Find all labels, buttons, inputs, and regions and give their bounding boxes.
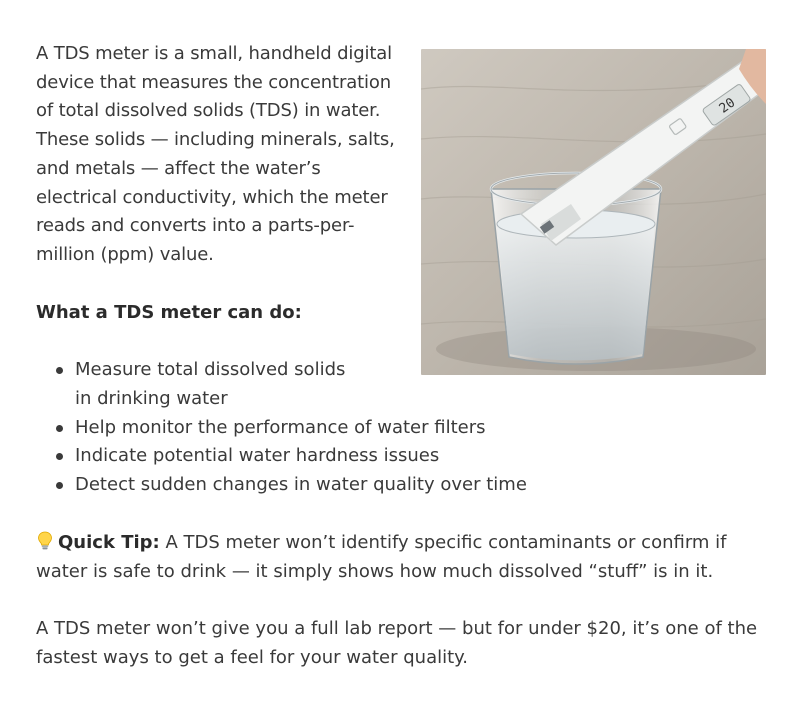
quick-tip-label: Quick Tip: <box>58 531 160 553</box>
closing-paragraph: A TDS meter won’t give you a full lab report — but for under $20, it’s one of the fastest ways to get a feel for your water quality. <box>36 618 758 668</box>
quick-tip <box>36 529 766 586</box>
meter-display-reading: 20 <box>716 95 739 117</box>
features-heading: What a TDS meter can do: <box>36 301 302 323</box>
lightbulb-icon <box>36 529 54 558</box>
intro-paragraph: A TDS meter is a small, handheld digital device that measures the concentration of total dissolved solids (TDS) in water. These solids — including minerals, salts, and metals — affect the water’s electrical conductivity, which the meter reads and converts into a parts-per-million (ppm) value. <box>36 43 395 265</box>
list-item <box>75 414 766 443</box>
tds-meter-photo <box>421 49 766 375</box>
list-item-text: Help monitor the performance of water filters <box>75 416 486 438</box>
list-item <box>75 471 766 500</box>
article-body <box>36 40 766 702</box>
quick-tip-text: A TDS meter won’t identify specific contaminants or confirm if water is safe to drink — it simply shows how much dissolved “stuff” is in it. <box>36 531 727 582</box>
list-item-text: Measure total dissolved solids in drinking water <box>75 359 346 410</box>
features-list <box>36 356 766 500</box>
list-item <box>75 356 766 413</box>
list-item-text: Indicate potential water hardness issues <box>75 445 440 467</box>
list-item <box>75 442 766 471</box>
list-item-text: Detect sudden changes in water quality over time <box>75 474 527 496</box>
